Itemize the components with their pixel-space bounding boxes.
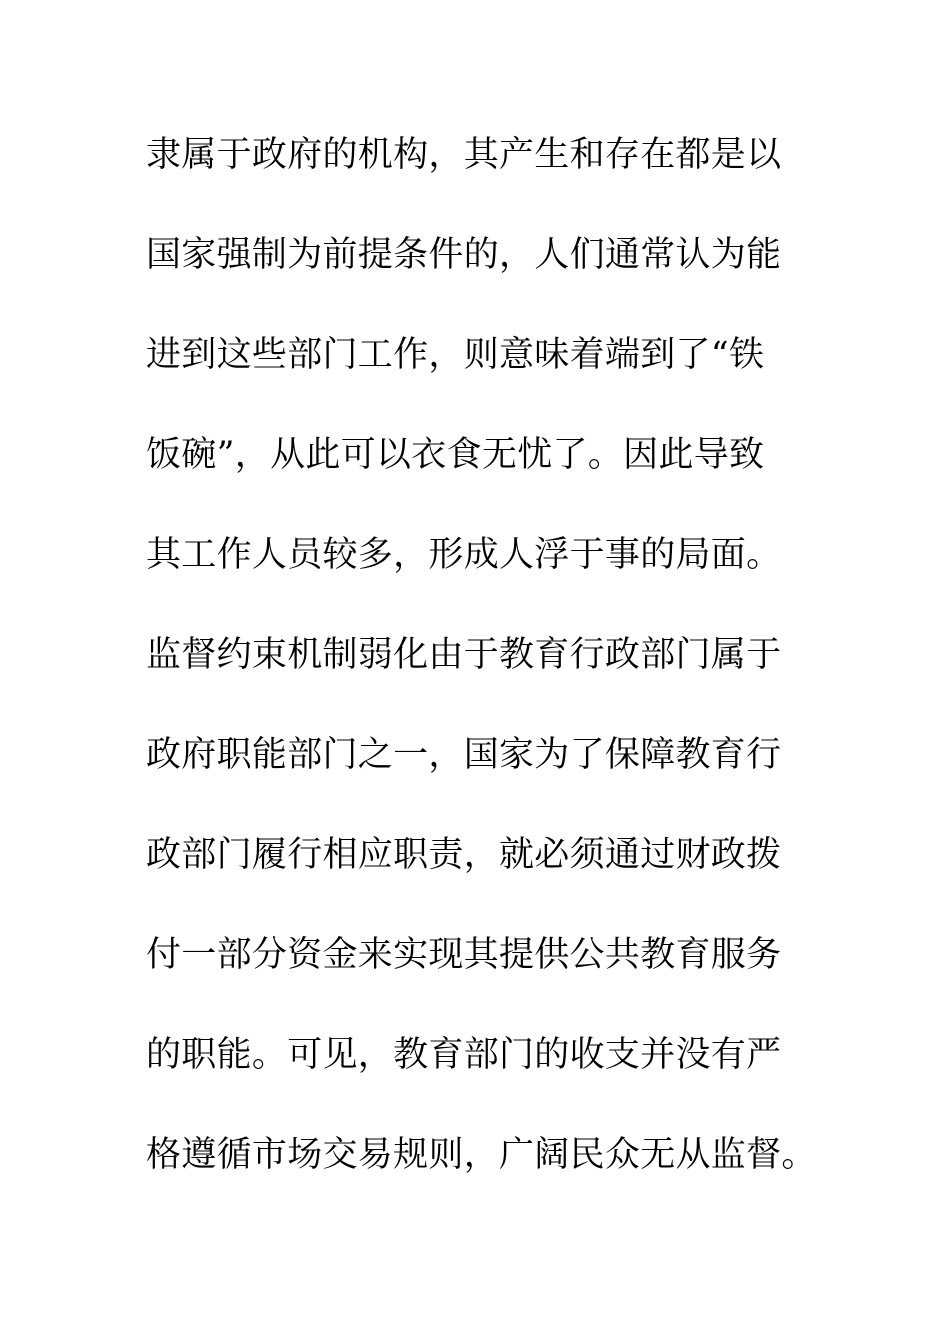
text-line: 格遵循市场交易规则，广阔民众无从监督。 — [146, 1135, 817, 1175]
text-line: 政部门履行相应职责，就必须通过财政拨 — [146, 835, 782, 875]
text-line: 政府职能部门之一，国家为了保障教育行 — [146, 735, 782, 775]
body-text — [146, 128, 846, 1228]
text-line: 其工作人员较多，形成人浮于事的局面。 — [146, 535, 782, 575]
text-line: 国家强制为前提条件的，人们通常认为能 — [146, 235, 782, 275]
text-line: 的职能。可见，教育部门的收支并没有严 — [146, 1035, 782, 1075]
text-line: 付一部分资金来实现其提供公共教育服务 — [146, 935, 782, 975]
text-line: 隶属于政府的机构，其产生和存在都是以 — [146, 135, 782, 175]
text-line: 饭碗”，从此可以衣食无忧了。因此导致 — [146, 435, 765, 475]
text-line: 进到这些部门工作，则意味着端到了“铁 — [146, 335, 765, 375]
text-line: 监督约束机制弱化由于教育行政部门属于 — [146, 635, 782, 675]
